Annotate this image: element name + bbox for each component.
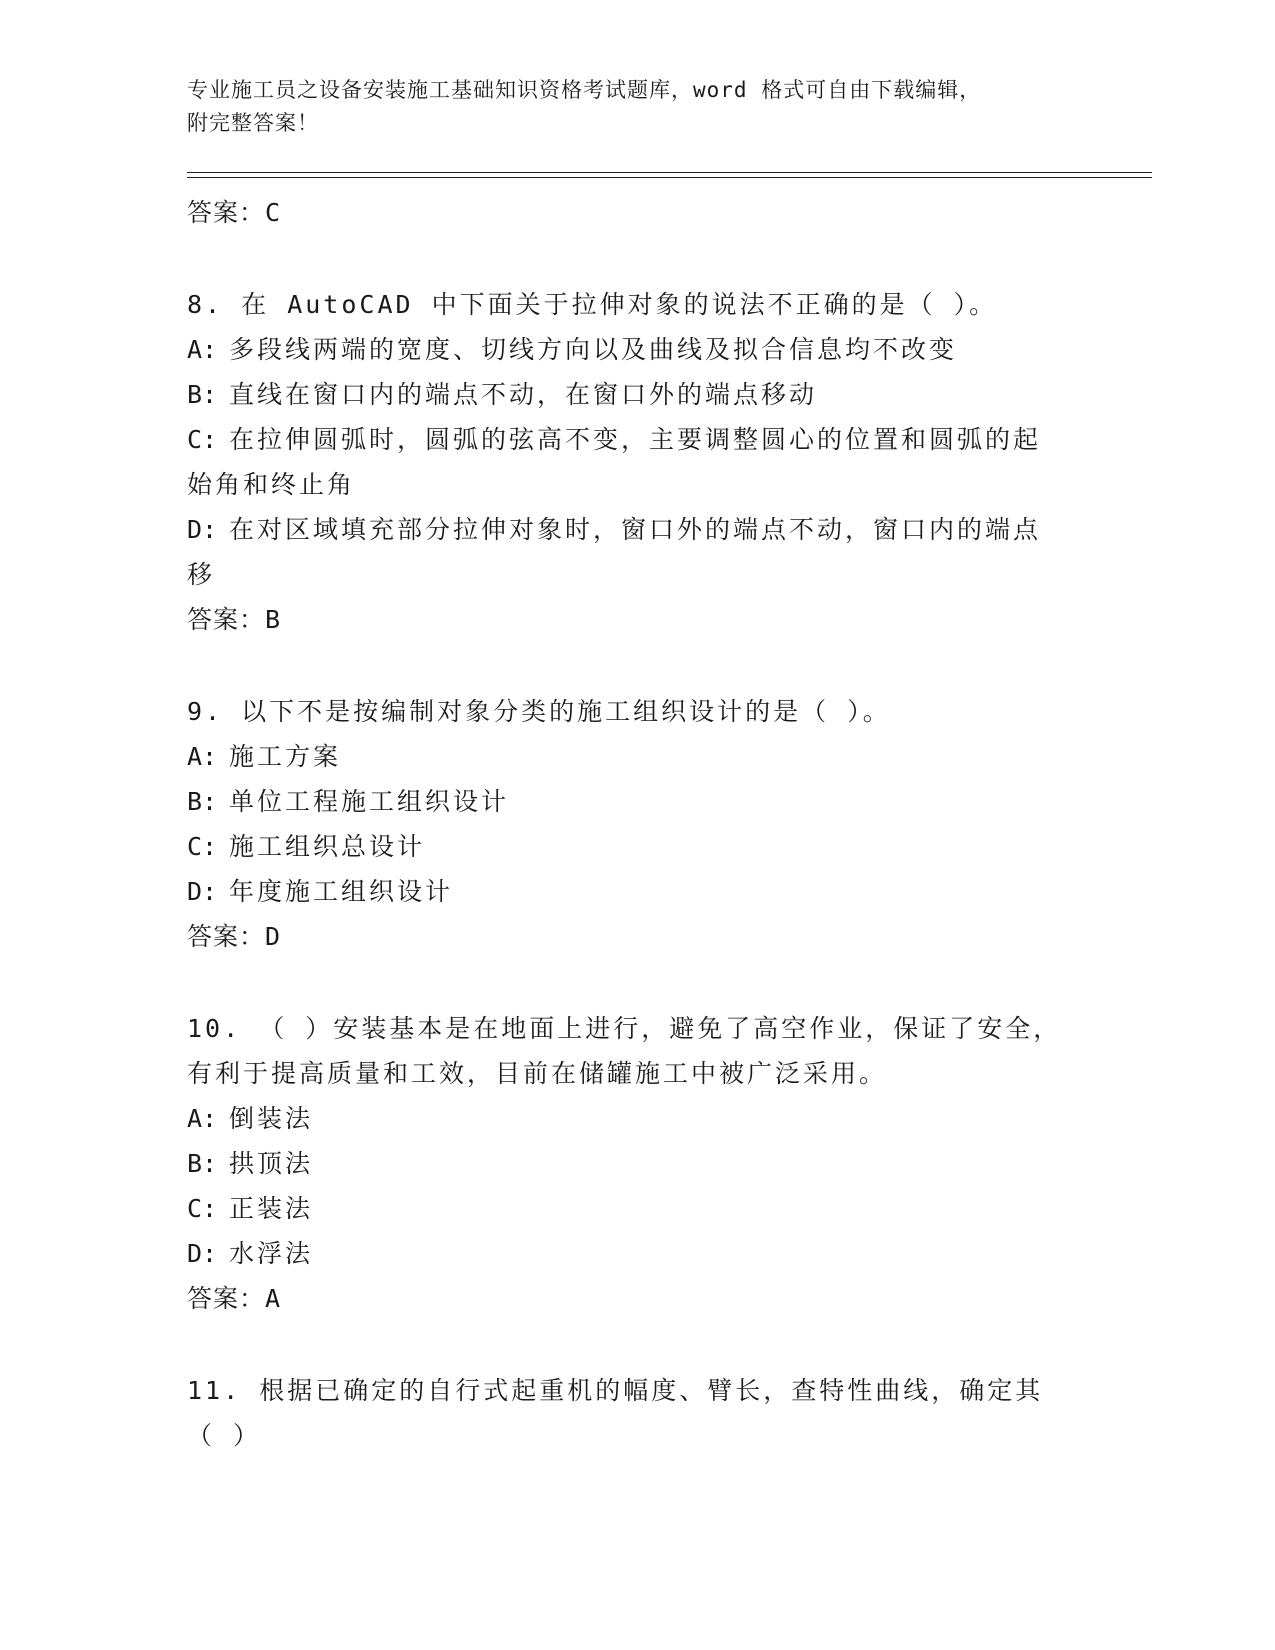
option-letter: B: [187,787,218,816]
document-header [187,74,1087,140]
header-rule-top [187,172,1152,173]
option-text: 在对区域填充部分拉伸对象时，窗口外的端点不动，窗口内的端点移 [187,515,1042,589]
option-b [187,372,1067,417]
option-letter: C: [187,1194,218,1223]
header-line-2: 附完整答案！ [187,111,319,135]
answer-line [187,190,1067,235]
option-c [187,824,1067,869]
answer-value: C [265,198,281,227]
header-rule-bottom [187,177,1152,178]
option-a [187,1096,1067,1141]
option-text: 施工组织总设计 [229,832,426,861]
option-letter: D: [187,1239,218,1268]
option-letter: B: [187,1149,218,1178]
option-text: 年度施工组织设计 [229,877,454,906]
question-block [187,1006,1067,1321]
option-b [187,779,1067,824]
option-a [187,327,1067,372]
answer-value: B [265,605,281,634]
question-list [187,190,1067,1458]
option-b [187,1141,1067,1186]
option-text: 在拉伸圆弧时，圆弧的弦高不变，主要调整圆心的位置和圆弧的起始角和终止角 [187,425,1042,499]
question-stem: 9. 以下不是按编制对象分类的施工组织设计的是（ ）。 [187,697,891,726]
option-a [187,734,1067,779]
option-c [187,1186,1067,1231]
option-d [187,869,1067,914]
answer-value: A [265,1284,281,1313]
option-text: 水浮法 [229,1239,314,1268]
answer-label: 答案： [187,605,266,634]
option-text: 拱顶法 [229,1149,314,1178]
option-letter: D: [187,515,218,544]
option-c [187,417,1067,507]
answer-line [187,597,1067,642]
option-d [187,507,1067,597]
option-letter: A: [187,742,218,771]
option-letter: B: [187,380,218,409]
option-letter: A: [187,335,218,364]
option-text: 正装法 [229,1194,314,1223]
answer-line [187,1276,1067,1321]
answer-line [187,914,1067,959]
option-text: 单位工程施工组织设计 [229,787,510,816]
answer-label: 答案： [187,198,266,227]
answer-label: 答案： [187,922,266,951]
answer-value: D [265,922,281,951]
question-block [187,689,1067,959]
option-d [187,1231,1067,1276]
header-line-1: 专业施工员之设备安装施工基础知识资格考试题库，word 格式可自由下载编辑， [187,78,982,102]
question-block [187,1368,1067,1458]
option-letter: D: [187,877,218,906]
option-letter: C: [187,832,218,861]
question-stem: 8. 在 AutoCAD 中下面关于拉伸对象的说法不正确的是（ ）。 [187,290,998,319]
option-text: 直线在窗口内的端点不动，在窗口外的端点移动 [229,380,818,409]
option-text: 多段线两端的宽度、切线方向以及曲线及拟合信息均不改变 [229,335,958,364]
option-letter: C: [187,425,218,454]
question-stem: 10. （ ）安装基本是在地面上进行，避免了高空作业，保证了安全，有利于提高质量和工效，目前在储罐施工中被广泛采用。 [187,1014,1062,1088]
option-text: 倒装法 [229,1104,314,1133]
question-stem: 11. 根据已确定的自行式起重机的幅度、臂长，查特性曲线，确定其（ ） [187,1376,1044,1450]
answer-label: 答案： [187,1284,266,1313]
option-letter: A: [187,1104,218,1133]
question-block [187,282,1067,642]
option-text: 施工方案 [229,742,342,771]
